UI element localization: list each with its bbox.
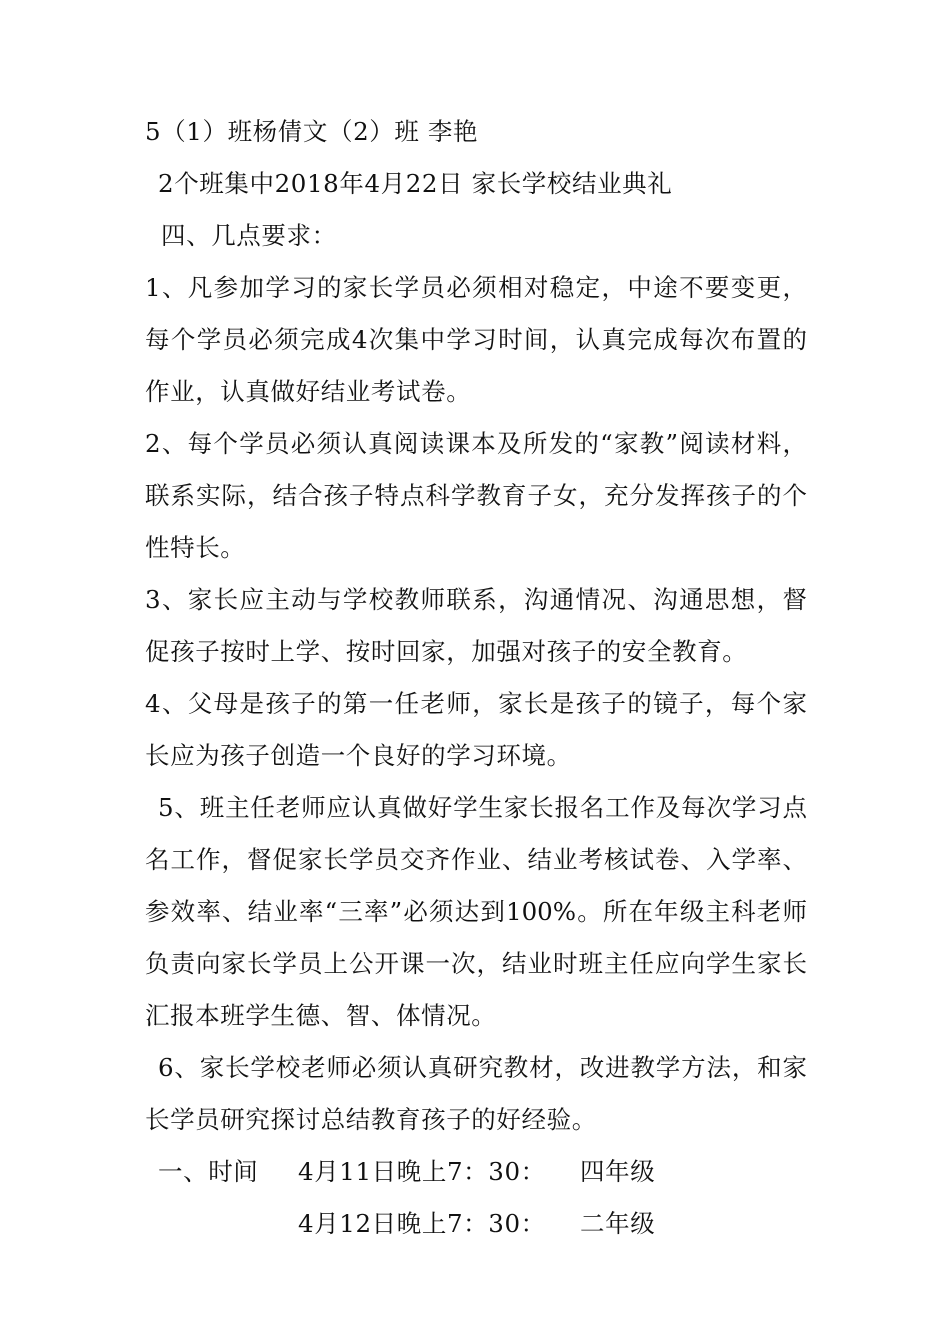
paragraph-2-line-1: 2、每个学员必须认真阅读课本及所发的“家教”阅读材料， [145, 429, 807, 458]
paragraph-1-line-1: 1、凡参加学习的家长学员必须相对稳定，中途不要变更， [145, 273, 807, 302]
schedule-row-2-grade: 二年级 [580, 1209, 656, 1238]
text-line-graduation: 2个班集中2018年4月22日 家长学校结业典礼 [158, 169, 673, 198]
paragraph-1-line-2: 每个学员必须完成4次集中学习时间，认真完成每次布置的 [145, 325, 807, 354]
schedule-row-1-grade: 四年级 [580, 1157, 656, 1186]
paragraph-3-line-1: 3、家长应主动与学校教师联系，沟通情况、沟通思想，督 [145, 585, 807, 614]
paragraph-5-line-3: 参效率、结业率“三率”必须达到100%。所在年级主科老师 [145, 897, 807, 926]
schedule-row-2-date: 4月12日晚上7：30： [298, 1209, 546, 1238]
paragraph-5-line-5: 汇报本班学生德、智、体情况。 [145, 1001, 497, 1030]
text-line-class-teachers: 5（1）班杨倩文（2）班 李艳 [145, 117, 479, 146]
paragraph-2-line-3: 性特长。 [145, 533, 246, 562]
paragraph-3-line-2: 促孩子按时上学、按时回家，加强对孩子的安全教育。 [145, 637, 748, 666]
paragraph-4-line-2: 长应为孩子创造一个良好的学习环境。 [145, 741, 572, 770]
schedule-row-1-date: 4月11日晚上7：30： [298, 1157, 546, 1186]
paragraph-6-line-2: 长学员研究探讨总结教育孩子的好经验。 [145, 1105, 597, 1134]
paragraph-2-line-2: 联系实际，结合孩子特点科学教育子女，充分发挥孩子的个 [145, 481, 807, 510]
section-heading-requirements: 四、几点要求： [161, 221, 337, 250]
paragraph-5-line-4: 负责向家长学员上公开课一次，结业时班主任应向学生家长 [145, 949, 807, 978]
paragraph-6-line-1: 6、家长学校老师必须认真研究教材，改进教学方法，和家 [158, 1053, 807, 1082]
schedule-label: 一、时间 [158, 1157, 259, 1186]
paragraph-1-line-3: 作业，认真做好结业考试卷。 [145, 377, 472, 406]
paragraph-5-line-2: 名工作，督促家长学员交齐作业、结业考核试卷、入学率、 [145, 845, 807, 874]
paragraph-5-line-1: 5、班主任老师应认真做好学生家长报名工作及每次学习点 [158, 793, 807, 822]
paragraph-4-line-1: 4、父母是孩子的第一任老师，家长是孩子的镜子，每个家 [145, 689, 807, 718]
